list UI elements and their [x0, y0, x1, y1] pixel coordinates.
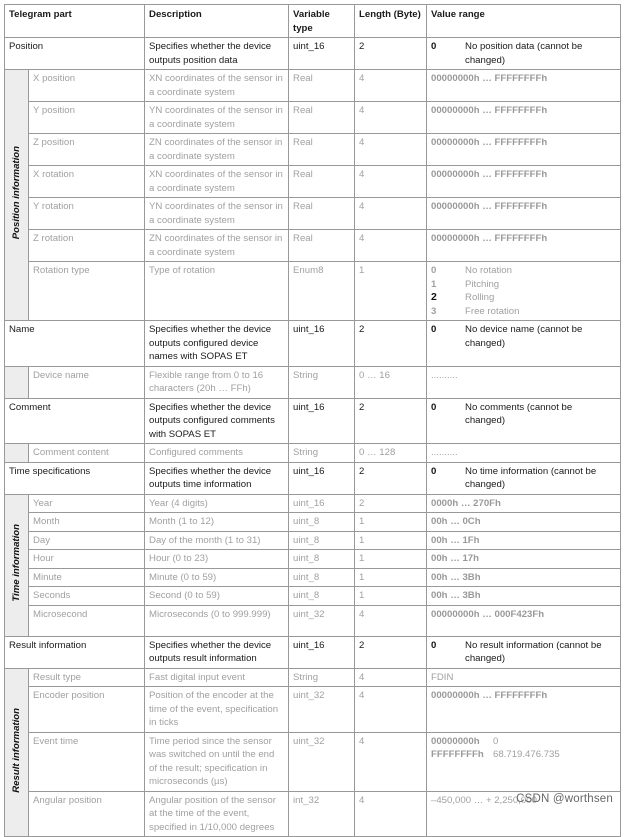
cell-len: 2: [355, 38, 427, 70]
cell-type: uint_16: [289, 321, 355, 367]
cell-part: X rotation: [29, 166, 145, 198]
cell-desc: Specifies whether the device outputs position data: [145, 38, 289, 70]
cell-desc: Day of the month (1 to 31): [145, 531, 289, 550]
cell-len: 4: [355, 70, 427, 102]
cell-type: uint_16: [289, 462, 355, 494]
group-label-time: Time information: [5, 494, 29, 636]
cell-range: 00h … 0Ch: [427, 513, 621, 532]
cell-part: Result type: [29, 668, 145, 687]
cell-part: Y position: [29, 102, 145, 134]
header-description: Description: [145, 5, 289, 38]
header-value-range: Value range: [427, 5, 621, 38]
cell-range: 0 No device name (cannot be changed): [427, 321, 621, 367]
cell-type: String: [289, 444, 355, 463]
row-event-time: [5, 732, 621, 791]
cell-part: Result information: [5, 636, 145, 668]
cell-type: uint_8: [289, 513, 355, 532]
cell-part: Device name: [29, 366, 145, 398]
cell-type: Real: [289, 134, 355, 166]
row-microsecond: [5, 605, 621, 636]
row-day: [5, 531, 621, 550]
cell-type: uint_32: [289, 732, 355, 791]
cell-type: uint_16: [289, 636, 355, 668]
cell-part: Day: [29, 531, 145, 550]
cell-desc: XN coordinates of the sensor in a coordinate system: [145, 70, 289, 102]
cell-range: [427, 262, 621, 321]
row-z-rotation: [5, 230, 621, 262]
cell-part: Month: [29, 513, 145, 532]
cell-len: 2: [355, 321, 427, 367]
row-time-specifications: [5, 462, 621, 494]
cell-part: Rotation type: [29, 262, 145, 321]
cell-part: Z rotation: [29, 230, 145, 262]
cell-desc: YN coordinates of the sensor in a coordinate system: [145, 198, 289, 230]
telegram-table: [4, 4, 621, 837]
cell-range: 00000000h … FFFFFFFFh: [427, 166, 621, 198]
cell-type: String: [289, 366, 355, 398]
cell-range: 00000000h … FFFFFFFFh: [427, 70, 621, 102]
cell-range: 0 No position data (cannot be changed): [427, 38, 621, 70]
cell-type: uint_16: [289, 398, 355, 444]
cell-type: uint_8: [289, 550, 355, 569]
cell-len: 1: [355, 587, 427, 606]
cell-desc: Fast digital input event: [145, 668, 289, 687]
cell-len: 2: [355, 636, 427, 668]
cell-part: Minute: [29, 568, 145, 587]
cell-desc: Second (0 to 59): [145, 587, 289, 606]
cell-desc: Configured comments: [145, 444, 289, 463]
cell-desc: Time period since the sensor was switched on until the end of the result; specification in microseconds (µs): [145, 732, 289, 791]
cell-type: Real: [289, 70, 355, 102]
cell-range: ..........: [427, 444, 621, 463]
group-label-result: Result information: [5, 668, 29, 837]
indent-spacer: [5, 444, 29, 463]
row-position: [5, 38, 621, 70]
cell-desc: Microseconds (0 to 999.999): [145, 605, 289, 636]
cell-type: Real: [289, 102, 355, 134]
range-line: FFFFFFFFh 68.719.476.735: [431, 749, 560, 760]
cell-len: 1: [355, 550, 427, 569]
cell-type: uint_8: [289, 531, 355, 550]
cell-len: 1: [355, 568, 427, 587]
cell-desc: Minute (0 to 59): [145, 568, 289, 587]
group-label-position: Position information: [5, 70, 29, 321]
row-year: [5, 494, 621, 513]
cell-desc: Year (4 digits): [145, 494, 289, 513]
cell-type: uint_32: [289, 605, 355, 636]
option-item: 1 Pitching: [431, 278, 500, 290]
cell-len: 0 … 16: [355, 366, 427, 398]
cell-len: 4: [355, 668, 427, 687]
cell-desc: Hour (0 to 23): [145, 550, 289, 569]
cell-len: 2: [355, 398, 427, 444]
cell-range: 00000000h … FFFFFFFFh: [427, 687, 621, 733]
cell-type: uint_8: [289, 587, 355, 606]
cell-part: Time specifications: [5, 462, 145, 494]
cell-range: [427, 732, 621, 791]
cell-desc: Position of the encoder at the time of the event, specification in ticks: [145, 687, 289, 733]
header-row: [5, 5, 621, 38]
cell-len: 4: [355, 166, 427, 198]
cell-part: X position: [29, 70, 145, 102]
row-z-position: [5, 134, 621, 166]
cell-range: 00h … 1Fh: [427, 531, 621, 550]
cell-range: 00h … 3Bh: [427, 587, 621, 606]
cell-range: 00000000h … FFFFFFFFh: [427, 102, 621, 134]
cell-len: 2: [355, 494, 427, 513]
cell-desc: XN coordinates of the sensor in a coordinate system: [145, 166, 289, 198]
cell-len: 4: [355, 791, 427, 837]
cell-len: 1: [355, 262, 427, 321]
cell-desc: Specifies whether the device outputs result information: [145, 636, 289, 668]
row-y-position: [5, 102, 621, 134]
cell-range: 00h … 17h: [427, 550, 621, 569]
cell-range: 0 No result information (cannot be changed): [427, 636, 621, 668]
cell-type: Enum8: [289, 262, 355, 321]
cell-range: ..........: [427, 366, 621, 398]
cell-type: Real: [289, 198, 355, 230]
cell-range: FDIN: [427, 668, 621, 687]
cell-part: Event time: [29, 732, 145, 791]
cell-type: uint_16: [289, 38, 355, 70]
cell-part: Position: [5, 38, 145, 70]
cell-type: uint_32: [289, 687, 355, 733]
cell-range: 0 No comments (cannot be changed): [427, 398, 621, 444]
cell-len: 1: [355, 513, 427, 532]
cell-part: Comment content: [29, 444, 145, 463]
cell-desc: Month (1 to 12): [145, 513, 289, 532]
cell-desc: Flexible range from 0 to 16 characters (20h … FFh): [145, 366, 289, 398]
cell-range: 0000h … 270Fh: [427, 494, 621, 513]
cell-desc: Angular position of the sensor at the time of the event, specified in 1/10,000 degrees: [145, 791, 289, 837]
cell-part: Microsecond: [29, 605, 145, 636]
cell-part: Name: [5, 321, 145, 367]
row-result-type: [5, 668, 621, 687]
row-month: [5, 513, 621, 532]
cell-part: Year: [29, 494, 145, 513]
row-x-position: [5, 70, 621, 102]
header-telegram-part: Telegram part: [5, 5, 145, 38]
cell-part: Seconds: [29, 587, 145, 606]
cell-desc: Specifies whether the device outputs configured comments with SOPAS ET: [145, 398, 289, 444]
cell-type: String: [289, 668, 355, 687]
header-variable-type: Variable type: [289, 5, 355, 38]
option-item: 2 Rolling: [431, 291, 495, 303]
row-result-information: [5, 636, 621, 668]
row-device-name: [5, 366, 621, 398]
cell-len: 4: [355, 102, 427, 134]
cell-desc: Specifies whether the device outputs time information: [145, 462, 289, 494]
row-comment-content: [5, 444, 621, 463]
cell-len: 4: [355, 605, 427, 636]
cell-len: 1: [355, 531, 427, 550]
cell-len: 4: [355, 687, 427, 733]
cell-type: Real: [289, 230, 355, 262]
cell-len: 4: [355, 198, 427, 230]
row-hour: [5, 550, 621, 569]
option-item: 0 No rotation: [431, 265, 512, 276]
cell-len: 4: [355, 134, 427, 166]
cell-range: 00000000h … FFFFFFFFh: [427, 198, 621, 230]
range-line: 00000000h 0: [431, 735, 499, 747]
cell-len: 4: [355, 732, 427, 791]
cell-range: 00000000h … 000F423Fh: [427, 605, 621, 636]
cell-len: 2: [355, 462, 427, 494]
cell-range: 00000000h … FFFFFFFFh: [427, 134, 621, 166]
cell-part: Comment: [5, 398, 145, 444]
header-length: Length (Byte): [355, 5, 427, 38]
cell-type: Real: [289, 166, 355, 198]
cell-part: Z position: [29, 134, 145, 166]
indent-spacer: [5, 366, 29, 398]
row-rotation-type: [5, 262, 621, 321]
watermark: CSDN @worthsen: [516, 793, 613, 805]
cell-range: 0 No time information (cannot be changed): [427, 462, 621, 494]
row-y-rotation: [5, 198, 621, 230]
row-encoder-position: [5, 687, 621, 733]
cell-type: int_32: [289, 791, 355, 837]
cell-len: 4: [355, 230, 427, 262]
cell-part: Encoder position: [29, 687, 145, 733]
cell-type: uint_16: [289, 494, 355, 513]
row-name: [5, 321, 621, 367]
cell-range: 00000000h … FFFFFFFFh: [427, 230, 621, 262]
cell-desc: YN coordinates of the sensor in a coordinate system: [145, 102, 289, 134]
cell-len: 0 … 128: [355, 444, 427, 463]
cell-type: uint_8: [289, 568, 355, 587]
cell-desc: Type of rotation: [145, 262, 289, 321]
row-x-rotation: [5, 166, 621, 198]
cell-range: –450,000 … + 2,250,000: [427, 791, 621, 837]
row-seconds: [5, 587, 621, 606]
cell-desc: ZN coordinates of the sensor in a coordinate system: [145, 230, 289, 262]
cell-desc: Specifies whether the device outputs configured device names with SOPAS ET: [145, 321, 289, 367]
row-minute: [5, 568, 621, 587]
cell-part: Hour: [29, 550, 145, 569]
option-item: 3 Free rotation: [431, 305, 520, 317]
cell-desc: ZN coordinates of the sensor in a coordinate system: [145, 134, 289, 166]
cell-part: Angular position: [29, 791, 145, 837]
cell-part: Y rotation: [29, 198, 145, 230]
cell-range: 00h … 3Bh: [427, 568, 621, 587]
row-comment: [5, 398, 621, 444]
